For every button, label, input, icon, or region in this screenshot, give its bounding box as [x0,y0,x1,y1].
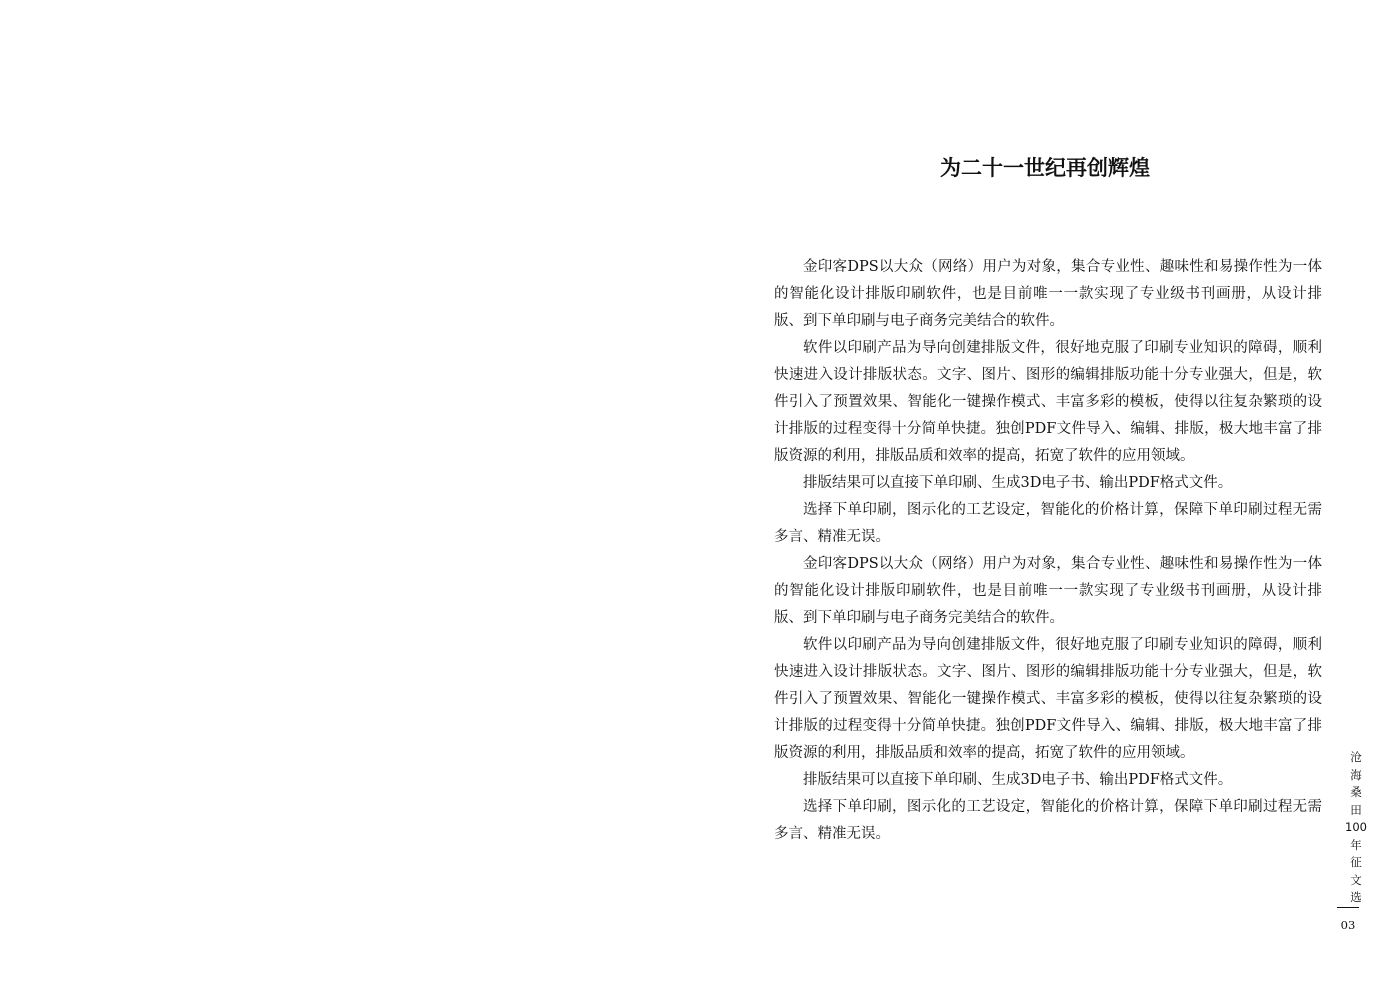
side-title-number: 100 [1345,820,1367,834]
body-paragraph: 软件以印刷产品为导向创建排版文件，很好地克服了印刷专业知识的障碍，顺利快速进入设计排版状态。文字、图片、图形的编辑排版功能十分专业强大，但是，软件引入了预置效果、智能化一键操作模式、丰富多彩的模板，使得以往复杂繁琐的设计排版的过程变得十分简单快捷。独创PDF文件导入、编辑、排版，极大地丰富了排版资源的利用，排版品质和效率的提高，拓宽了软件的应用领域。 [774,637,1322,761]
side-title-character: 选 [1350,890,1362,904]
side-title-character: 田 [1350,802,1362,817]
body-paragraph: 排版结果可以直接下单印刷、生成3D电子书、输出PDF格式文件。 [803,475,1233,491]
article-title: 为二十一世纪再创辉煌 [940,155,1150,180]
body-paragraph: 选择下单印刷，图示化的工艺设定，智能化的价格计算，保障下单印刷过程无需多言、精准无误。 [774,502,1322,545]
side-title-character: 沧 [1350,750,1362,764]
side-title-character: 海 [1350,767,1362,782]
side-title-character: 年 [1350,837,1362,852]
body-paragraph: 金印客DPS以大众（网络）用户为对象，集合专业性、趣味性和易操作性为一体的智能化设计排版印刷软件，也是目前唯一一款实现了专业级书刊画册，从设计排版、到下单印刷与电子商务完美结合的软件。 [774,259,1322,329]
body-paragraph: 金印客DPS以大众（网络）用户为对象，集合专业性、趣味性和易操作性为一体的智能化设计排版印刷软件，也是目前唯一一款实现了专业级书刊画册，从设计排版、到下单印刷与电子商务完美结合的软件。 [774,556,1322,626]
running-side-title [1337,749,1375,909]
body-paragraph: 排版结果可以直接下单印刷、生成3D电子书、输出PDF格式文件。 [803,772,1233,788]
side-title-character: 文 [1350,872,1362,887]
body-paragraph: 软件以印刷产品为导向创建排版文件，很好地克服了印刷专业知识的障碍，顺利快速进入设计排版状态。文字、图片、图形的编辑排版功能十分专业强大，但是，软件引入了预置效果、智能化一键操作模式、丰富多彩的模板，使得以往复杂繁琐的设计排版的过程变得十分简单快捷。独创PDF文件导入、编辑、排版，极大地丰富了排版资源的利用，排版品质和效率的提高，拓宽了软件的应用领域。 [774,340,1322,464]
side-title-character: 征 [1350,855,1362,869]
side-title-character: 桑 [1350,785,1362,799]
body-paragraph: 选择下单印刷，图示化的工艺设定，智能化的价格计算，保障下单印刷过程无需多言、精准无误。 [774,799,1322,842]
side-title-divider [1337,907,1359,908]
page-number: 03 [1340,918,1356,932]
article-body [774,254,1322,914]
